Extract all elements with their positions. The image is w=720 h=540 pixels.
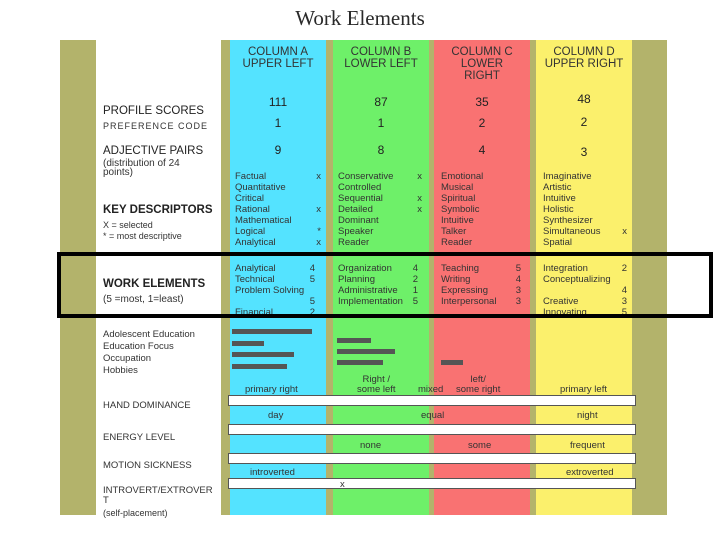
descriptor-row: [338, 204, 422, 215]
descriptor-text: Simultaneous: [543, 226, 601, 237]
work-element-text: Problem Solving: [235, 285, 305, 296]
intro-introverted: introverted: [250, 467, 295, 478]
redacted-bar: [232, 341, 264, 346]
descriptor-row: [441, 237, 525, 248]
adjective-pairs-c: 4: [478, 143, 486, 157]
descriptor-text: Logical: [235, 226, 266, 237]
motion-frequent: frequent: [570, 440, 605, 451]
descriptor-text: Critical: [235, 193, 265, 204]
descriptor-row: [543, 215, 627, 226]
descriptor-row: [338, 182, 422, 193]
descriptor-text: Emotional: [441, 171, 484, 182]
descriptor-text: Sequential: [338, 193, 383, 204]
preference-code-label: PREFERENCE CODE: [103, 121, 209, 131]
descriptor-row: [543, 193, 627, 204]
motion-sickness-label: MOTION SICKNESS: [103, 460, 192, 471]
descriptor-row: [441, 193, 525, 204]
descriptor-text: Reader: [441, 237, 473, 248]
redacted-bar: [441, 360, 463, 365]
descriptor-row: [235, 182, 321, 193]
hand-dominance-label: HAND DOMINANCE: [103, 400, 191, 411]
motion-none: none: [360, 440, 382, 451]
work-element-score: 4: [412, 263, 418, 274]
hobbies-label: Hobbies: [103, 365, 138, 376]
work-element-score: 5: [309, 296, 315, 307]
descriptor-mark: x: [316, 204, 321, 215]
descriptor-row: [235, 226, 321, 237]
column-c-header: COLUMN C LOWER RIGHT: [451, 46, 513, 82]
preference-code-a: 1: [274, 116, 282, 130]
work-element-text: Innovating: [543, 307, 587, 318]
descriptor-text: Spiritual: [441, 193, 476, 204]
work-element-score: 2: [412, 274, 418, 285]
descriptor-mark: x: [417, 193, 422, 204]
descriptors-d: [543, 171, 627, 248]
profile-score-b: 87: [374, 95, 388, 109]
preference-code-b: 1: [377, 116, 385, 130]
work-element-text: Interpersonal: [441, 296, 497, 307]
descriptor-text: Musical: [441, 182, 474, 193]
work-element-score: 2: [621, 263, 627, 274]
descriptor-row: [543, 182, 627, 193]
descriptor-text: Spatial: [543, 237, 573, 248]
adolescent-education-label: Adolescent Education: [103, 329, 195, 340]
descriptor-text: Rational: [235, 204, 270, 215]
work-element-score: 1: [412, 285, 418, 296]
hand-primary-left: primary left: [560, 384, 607, 395]
descriptor-text: Mathematical: [235, 215, 292, 226]
descriptor-text: Analytical: [235, 237, 276, 248]
profile-score-a: 111: [268, 95, 288, 109]
descriptor-text: Intuitive: [441, 215, 474, 226]
descriptor-text: Symbolic: [441, 204, 480, 215]
descriptor-text: Holistic: [543, 204, 574, 215]
preference-code-d: 2: [580, 115, 588, 129]
descriptor-mark: x: [622, 226, 627, 237]
motion-some: some: [468, 440, 492, 451]
work-element-score: 5: [309, 274, 315, 285]
energy-level-scale[interactable]: [228, 424, 636, 435]
preference-code-c: 2: [478, 116, 486, 130]
descriptor-text: Synthesizer: [543, 215, 593, 226]
descriptor-mark: x: [316, 171, 321, 182]
descriptor-text: Factual: [235, 171, 267, 182]
work-element-text: Conceptualizing: [543, 274, 611, 285]
self-placement-label: (self-placement): [103, 508, 168, 518]
descriptor-row: [441, 182, 525, 193]
descriptors-b: [338, 171, 422, 248]
work-element-text: Planning: [338, 274, 375, 285]
work-elements-highlight-frame: [57, 252, 713, 318]
column-a-header: COLUMN A UPPER LEFT: [242, 46, 314, 70]
descriptor-row: [338, 237, 422, 248]
descriptor-row: [235, 204, 321, 215]
column-b-header: COLUMN B LOWER LEFT: [344, 46, 418, 70]
hand-primary-right: primary right: [245, 384, 298, 395]
redacted-bar: [232, 329, 312, 334]
energy-equal: equal: [421, 410, 445, 421]
descriptor-row: [235, 171, 321, 182]
work-element-text: Analytical: [235, 263, 276, 274]
descriptor-row: [338, 171, 422, 182]
descriptor-mark: *: [317, 226, 321, 237]
descriptor-row: [441, 215, 525, 226]
profile-score-d: 48: [577, 92, 591, 106]
descriptor-row: [338, 193, 422, 204]
energy-night: night: [577, 410, 598, 421]
descriptor-row: [235, 237, 321, 248]
redacted-bar: [337, 360, 383, 365]
work-element-text: Organization: [338, 263, 392, 274]
descriptor-row: [338, 226, 422, 237]
work-element-score: 3: [515, 296, 521, 307]
hand-right-some-left: Right / some left: [357, 374, 396, 395]
descriptor-text: Intuitive: [543, 193, 576, 204]
descriptor-text: Reader: [338, 237, 370, 248]
work-element-score: 5: [621, 307, 627, 318]
work-element-text: Writing: [441, 274, 471, 285]
occupation-label: Occupation: [103, 353, 152, 364]
intro-extroverted: extroverted: [566, 467, 614, 478]
descriptor-text: Conservative: [338, 171, 394, 182]
adjective-pairs-label: ADJECTIVE PAIRS: [103, 145, 204, 157]
work-element-text: Technical: [235, 274, 275, 285]
most-descriptive-legend: * = most descriptive: [103, 231, 182, 241]
work-scale-label: (5 =most, 1=least): [103, 294, 184, 305]
hand-dominance-scale[interactable]: [228, 395, 636, 406]
adjective-pairs-b: 8: [377, 143, 385, 157]
selected-legend: X = selected: [103, 220, 153, 230]
redacted-bar: [337, 349, 395, 354]
descriptor-text: Imaginative: [543, 171, 592, 182]
descriptor-row: [441, 171, 525, 182]
column-d-header: COLUMN D UPPER RIGHT: [544, 46, 624, 70]
descriptor-row: [235, 215, 321, 226]
descriptor-row: [543, 171, 627, 182]
redacted-bar: [232, 364, 287, 369]
descriptor-mark: x: [316, 237, 321, 248]
descriptor-text: Talker: [441, 226, 467, 237]
work-element-text: Creative: [543, 296, 579, 307]
work-element-text: Administrative: [338, 285, 398, 296]
work-element-text: Financial: [235, 307, 274, 318]
descriptor-mark: x: [417, 171, 422, 182]
descriptor-row: [338, 215, 422, 226]
key-descriptors-label: KEY DESCRIPTORS: [103, 204, 213, 216]
intro-mark: x: [340, 479, 345, 490]
work-elements-label: WORK ELEMENTS: [103, 278, 206, 290]
descriptor-text: Speaker: [338, 226, 374, 237]
descriptor-row: [441, 204, 525, 215]
education-focus-label: Education Focus: [103, 341, 174, 352]
work-element-score: 5: [412, 296, 418, 307]
work-element-score: 4: [621, 285, 627, 296]
descriptor-mark: x: [417, 204, 422, 215]
descriptor-row: [235, 193, 321, 204]
profile-score-c: 35: [475, 95, 489, 109]
descriptors-a: [235, 171, 321, 248]
work-element-score: 2: [309, 307, 315, 318]
energy-day: day: [268, 410, 284, 421]
work-element-score: 4: [515, 274, 521, 285]
descriptor-text: Artistic: [543, 182, 572, 193]
descriptor-row: [543, 204, 627, 215]
work-element-text: Teaching: [441, 263, 480, 274]
work-element-score: 4: [309, 263, 315, 274]
introvert-extrovert-scale[interactable]: [228, 478, 636, 489]
descriptor-text: Detailed: [338, 204, 373, 215]
hand-mixed: mixed: [418, 384, 444, 395]
redacted-bar: [232, 352, 294, 357]
redacted-bar: [337, 338, 371, 343]
work-element-text: Integration: [543, 263, 588, 274]
energy-level-label: ENERGY LEVEL: [103, 432, 176, 443]
hand-left-some-right: left/ some right: [456, 374, 501, 395]
descriptor-text: Quantitative: [235, 182, 286, 193]
descriptor-row: [543, 226, 627, 237]
descriptor-text: Controlled: [338, 182, 382, 193]
motion-sickness-scale[interactable]: [228, 453, 636, 464]
introvert-label: INTROVERT/EXTROVER T: [103, 485, 213, 506]
work-element-text: Implementation: [338, 296, 403, 307]
distribution-label: (distribution of 24 points): [103, 158, 180, 178]
descriptors-c: [441, 171, 525, 248]
descriptor-text: Dominant: [338, 215, 379, 226]
work-element-score: 5: [515, 263, 521, 274]
descriptor-row: [543, 237, 627, 248]
page-title: Work Elements: [295, 6, 425, 30]
profile-scores-label: PROFILE SCORES: [103, 105, 204, 117]
adjective-pairs-d: 3: [580, 145, 588, 159]
work-element-text: Expressing: [441, 285, 488, 296]
descriptor-row: [441, 226, 525, 237]
work-element-score: 3: [515, 285, 521, 296]
work-element-score: 3: [621, 296, 627, 307]
adjective-pairs-a: 9: [274, 143, 282, 157]
